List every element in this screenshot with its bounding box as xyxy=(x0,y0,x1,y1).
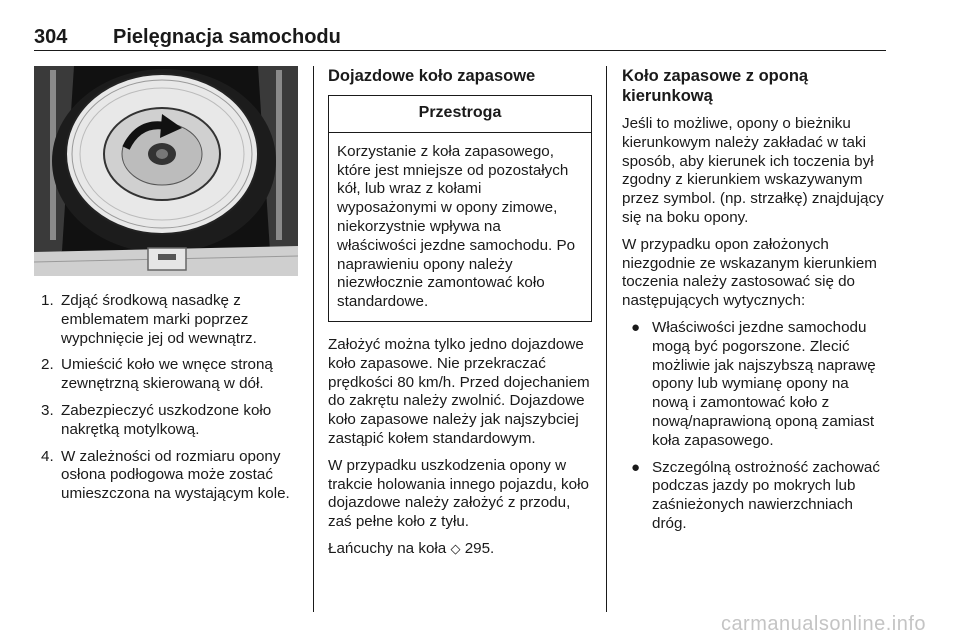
procedure-steps xyxy=(34,292,298,504)
list-item: 1. Zdjąć środkową nasadkę z emblematem marki poprzez wypchnięcie jej od wewnątrz. xyxy=(41,292,257,347)
left-column xyxy=(34,66,298,512)
page-number: 304 xyxy=(34,26,68,48)
guideline-list xyxy=(622,319,888,534)
list-item: 4. W zależności od rozmiaru opony osłona podłogowa może zostać umieszczona na wystającym kole. xyxy=(41,447,290,503)
caution-text: Korzystanie z koła zapasowego, które jest mniejsze od pozostałych kół, lub wraz z kołami wyposażonymi w opony zimowe, niekorzystnie wpływa na właściwości jezdne samochodu. Po naprawieniu opony należy niezwłocznie zamontować koło standardowe. xyxy=(337,142,576,311)
spare-wheel-well-photo xyxy=(34,66,298,276)
column-divider xyxy=(313,66,314,612)
column-divider xyxy=(606,66,607,612)
watermark: carmanualsonline.info xyxy=(720,613,926,635)
paragraph: Jeśli to możliwe, opony o bieżniku kierunkowym należy zakładać w taki sposób, aby kierunek ich toczenia był zgodny z kierunkiem wskazywanym przez symbol. (np. strzałkę) znajdujący się na boku opony. xyxy=(622,115,884,226)
list-item: ● Właściwości jezdne samochodu mogą być pogorszone. Zlecić możliwie jak najszybszą naprawę opony lub wymianę opony na nową i zamontować koło z nową/naprawioną oponą zamiast koła zapasowego. xyxy=(631,318,876,449)
right-column xyxy=(622,66,888,542)
list-item: 3. Zabezpieczyć uszkodzone koło nakrętką motylkową. xyxy=(41,401,272,438)
caution-box xyxy=(328,95,592,322)
bullet-icon: ● xyxy=(631,318,641,336)
caution-title: Przestroga xyxy=(329,96,591,133)
paragraph: W przypadku opon założonych niezgodnie ze wskazanym kierunkiem toczenia należy zastosować się do następujących wytycznych: xyxy=(622,235,877,310)
paragraph: W przypadku uszkodzenia opony w trakcie holowania innego pojazdu, koło dojazdowe należy założyć z przodu, zaś pełne koło z tyłu. xyxy=(328,456,589,531)
cross-reference-arrow-icon: ◇ xyxy=(450,540,461,556)
section-heading: Dojazdowe koło zapasowe xyxy=(328,67,536,85)
list-item: 2. Umieścić koło we wnęce stroną zewnętrzną skierowaną w dół. xyxy=(41,356,273,393)
page-header xyxy=(34,26,886,51)
paragraph: Założyć można tylko jedno dojazdowe koło zapasowe. Nie przekraczać prędkości 80 km/h. Przed dojechaniem do zakrętu należy zwolnić. Dojazdowe koło zapasowe należy jak najszybciej zastąpić kołem standardowym. xyxy=(328,335,590,447)
list-item: ● Szczególną ostrożność zachować podczas jazdy po mokrych lub zaśnieżonych nawierzchniach dróg. xyxy=(631,458,880,532)
bullet-icon: ● xyxy=(631,458,641,476)
section-heading: Koło zapasowe z oponą kierunkową xyxy=(622,67,809,105)
middle-column xyxy=(328,66,592,567)
chapter-title: Pielęgnacja samochodu xyxy=(113,26,341,48)
cross-reference[interactable]: Łańcuchy na koła ◇ 295. xyxy=(328,539,495,557)
